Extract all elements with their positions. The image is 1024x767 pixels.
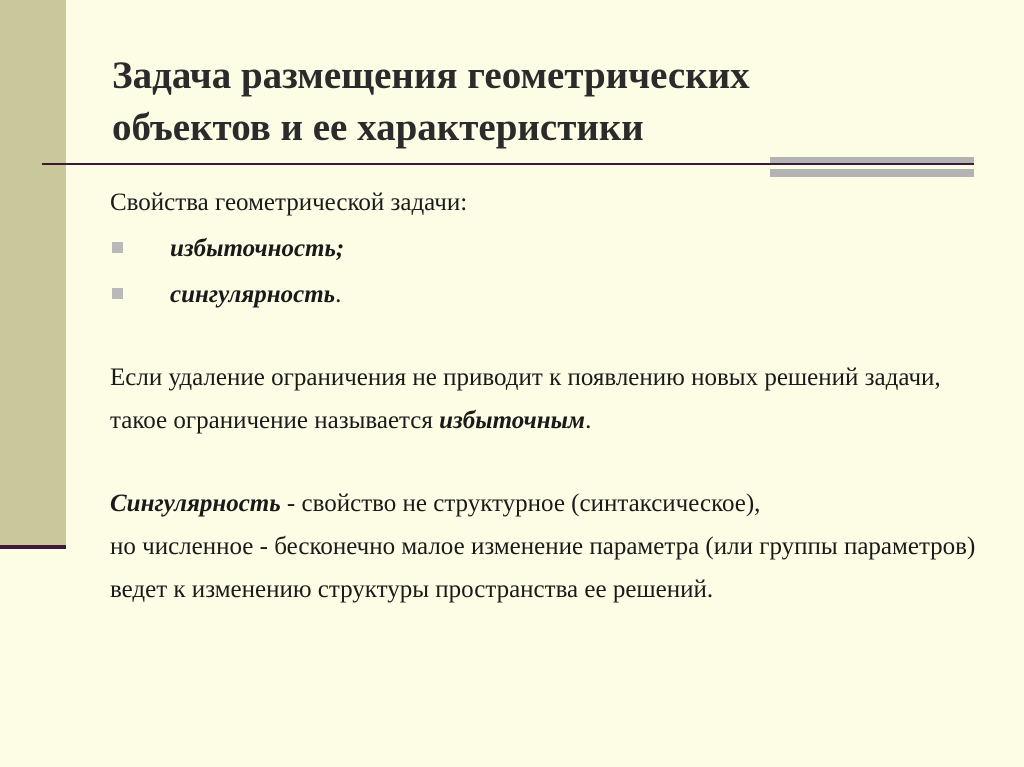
redundancy-definition [110,356,990,442]
title-accent-stripes [770,157,974,177]
list-item [110,272,990,318]
title-line-1: Задача размещения геометрических [112,54,750,97]
singularity-text-line1: - свойство не структурное (синтаксическое), [280,490,761,517]
properties-heading: Свойства геометрической задачи: [110,189,468,216]
property-label: избыточность; [170,235,345,262]
square-bullet-icon [112,242,123,253]
list-item [110,226,990,272]
singularity-term: Сингулярность [110,490,281,517]
slide-content [110,184,990,611]
redundancy-term: избыточным [439,407,586,434]
properties-list [110,226,990,318]
singularity-definition [110,482,990,611]
singularity-text-rest: но численное - бесконечно малое изменение параметра (или группы параметров) ведет к изменению структуры пространства ее решений. [110,533,976,603]
left-bar-rule [0,545,66,549]
redundancy-period: . [585,407,592,434]
left-decorative-bar [0,0,66,545]
square-bullet-icon [112,288,123,299]
redundancy-text: Если удаление ограничения не приводит к появлению новых решений задачи, такое ограничение называется [110,364,941,434]
property-tail: . [335,281,342,308]
property-label: сингулярность [170,281,336,308]
title-line-2: объектов и ее характеристики [112,106,644,149]
slide-title [112,50,992,154]
